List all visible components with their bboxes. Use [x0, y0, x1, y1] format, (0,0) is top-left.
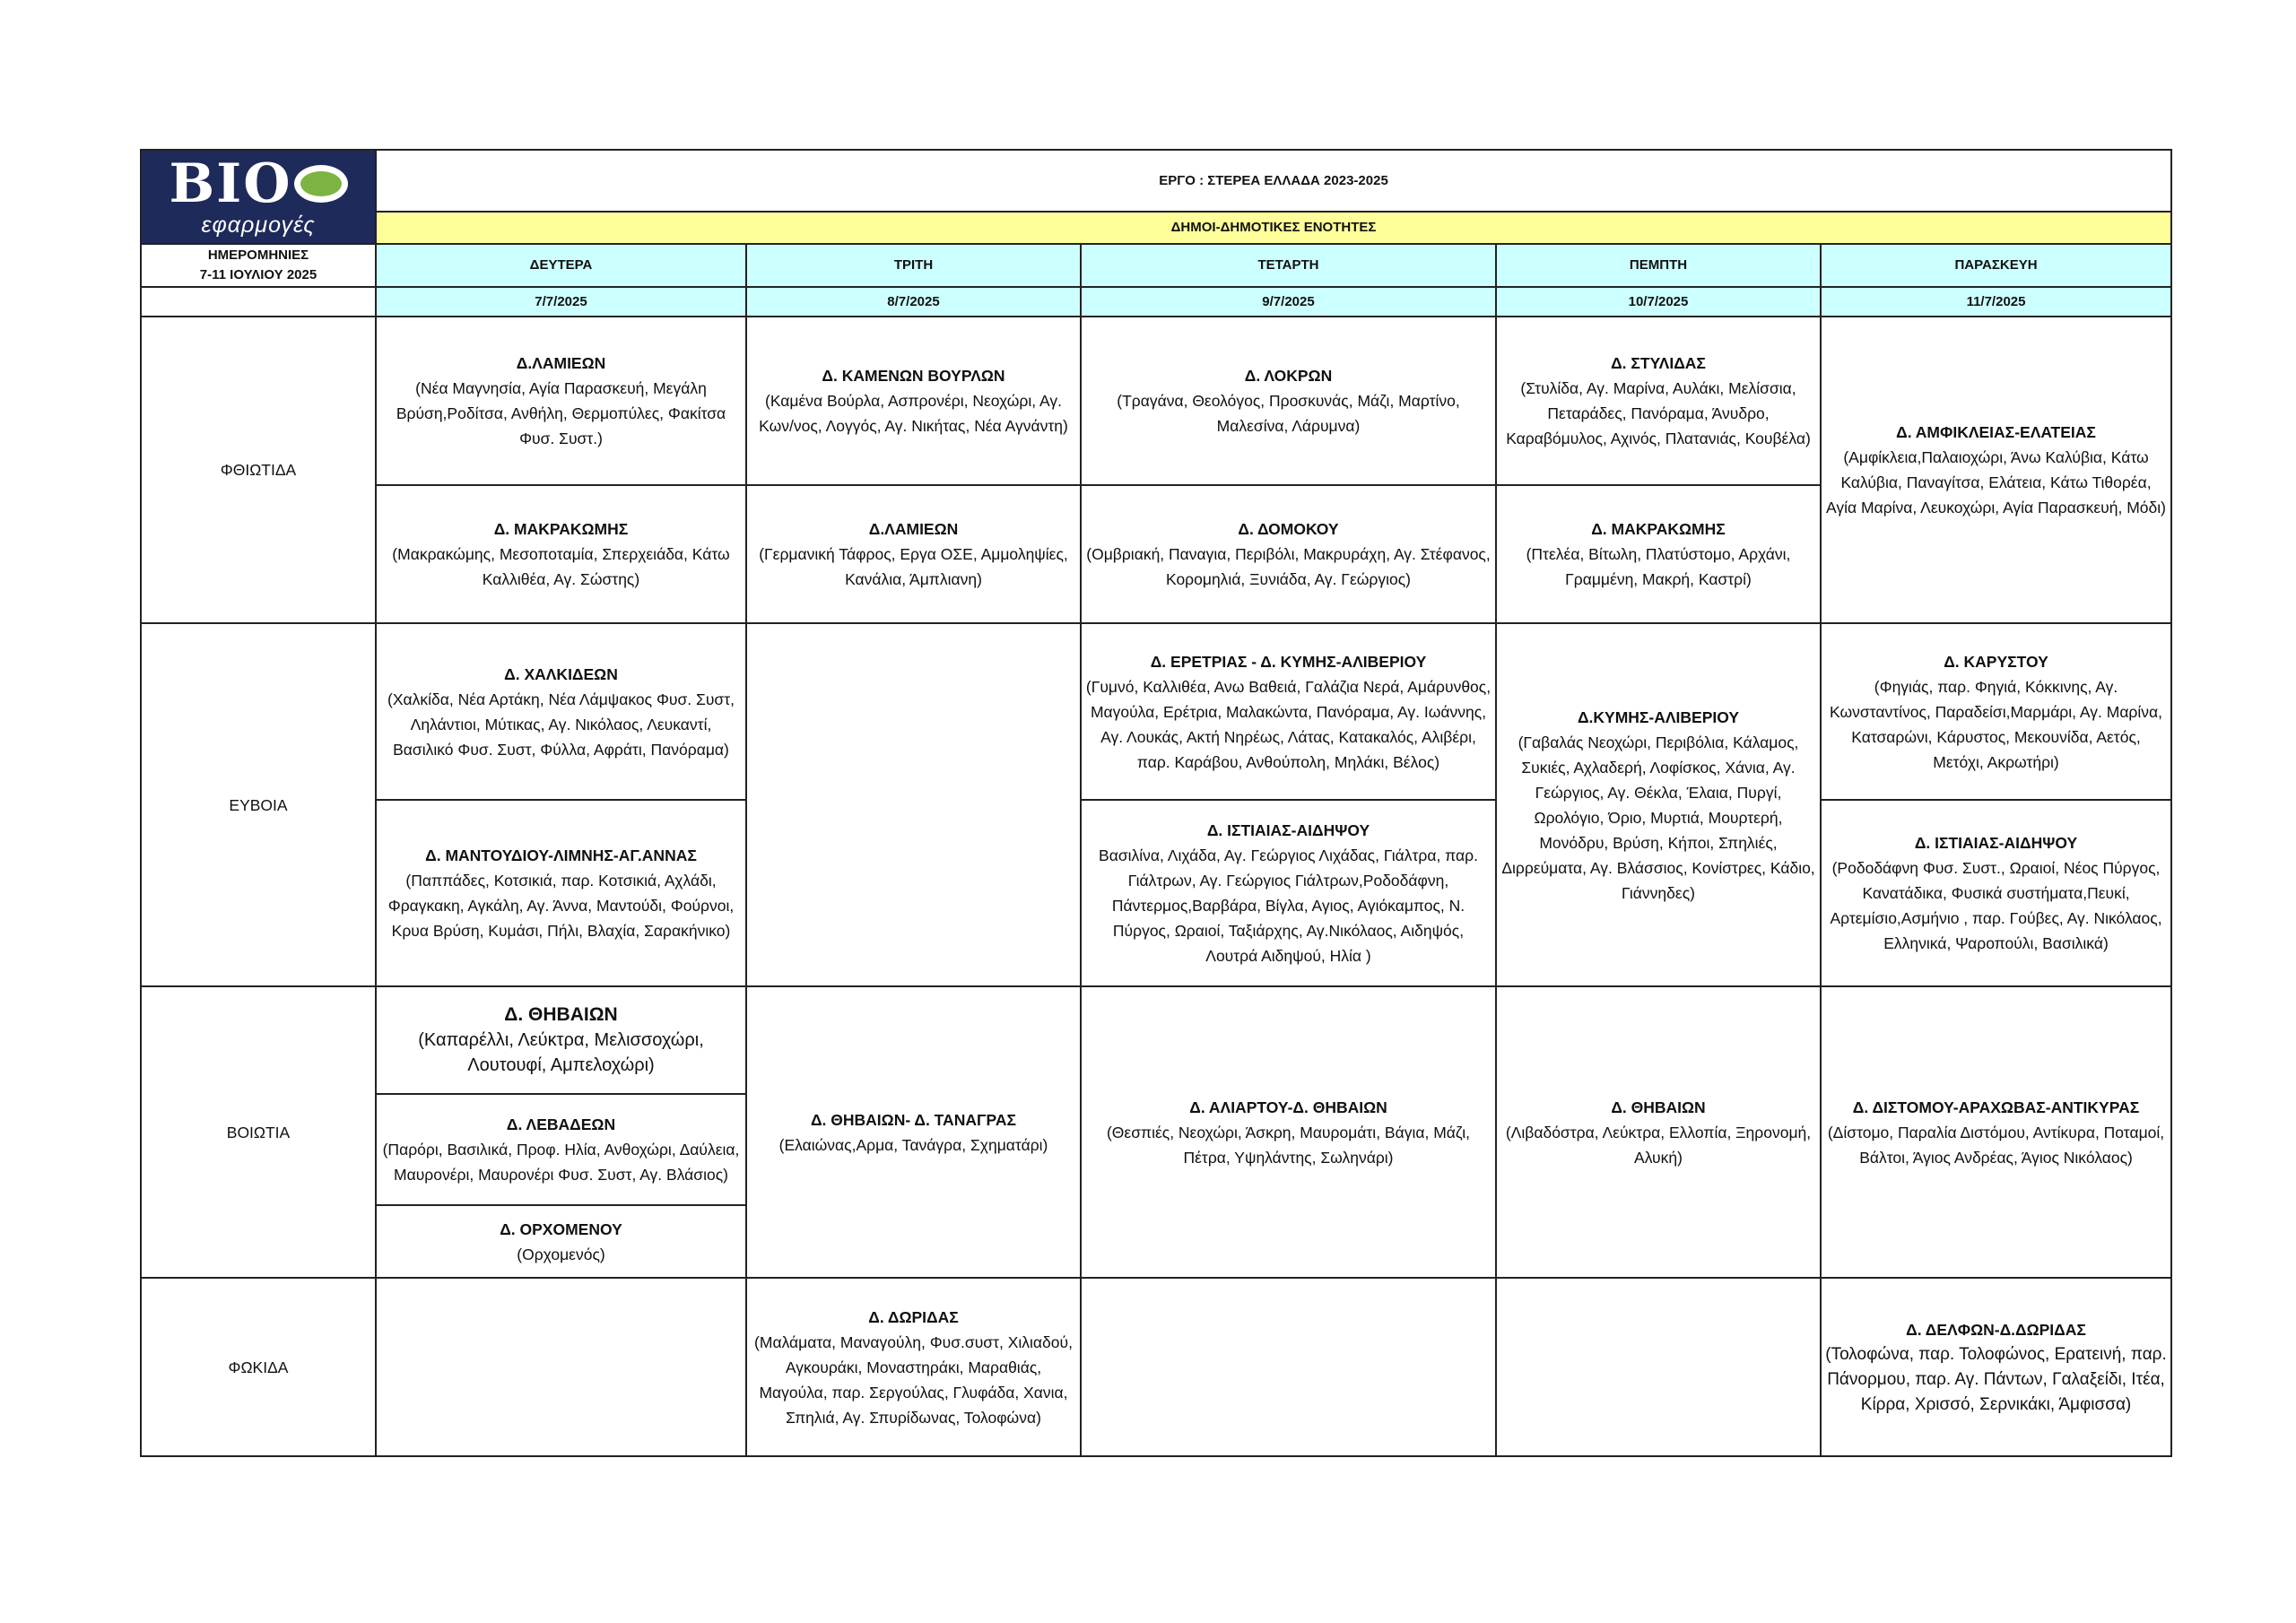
dates-label-line1: ΗΜΕΡΟΜΗΝΙΕΣ — [207, 247, 309, 263]
day-monday: ΔΕΥΤΕΡΑ — [376, 244, 746, 287]
region-fthiotida: ΦΘΙΩΤΙΔΑ — [141, 317, 376, 623]
district-name: Δ. ΔΙΣΤΟΜΟΥ-ΑΡΑΧΩΒΑΣ-ΑΝΤΙΚΥΡΑΣ — [1852, 1098, 2140, 1116]
schedule-cell — [1081, 485, 1496, 623]
project-title: ΕΡΓΟ : ΣΤΕΡΕΑ ΕΛΛΑΔΑ 2023-2025 — [376, 150, 2171, 212]
district-name: Δ. ΜΑΚΡΑΚΩΜΗΣ — [493, 520, 629, 538]
schedule-cell — [746, 1278, 1081, 1456]
district-name: Δ. ΧΑΛΚΙΔΕΩΝ — [504, 664, 618, 683]
schedule-cell — [1496, 317, 1821, 485]
day-wednesday: ΤΕΤΑΡΤΗ — [1081, 244, 1496, 287]
district-name: Δ. ΙΣΤΙΑΙΑΣ-ΑΙΔΗΨΟΥ — [1206, 821, 1370, 839]
empty-cell — [746, 623, 1081, 986]
dates-label-line2: 7-11 ΙΟΥΛΙΟΥ 2025 — [199, 267, 317, 282]
schedule-cell — [1081, 623, 1496, 800]
schedule-cell — [1496, 485, 1821, 623]
schedule-cell — [1821, 800, 2171, 986]
empty-cell — [1081, 1278, 1496, 1456]
district-villages: Βασιλίνα, Λιχάδα, Αγ. Γεώργιος Λιχάδας, Γιάλτρα, παρ. Γιάλτρων, Αγ. Γεώργιος Γιάλτρων,Ροδοδάφνη, Πάντερμος,Βαρβάρα, Βίγλα, Αγιος, Αγιόκαμπος, Ν. Πύργος, Ωραιοί, Ταξιάρχης, Αγ.Νικόλαος, Αιδηψός, Λουτρά Αιδηψού, Ηλία ) — [1099, 846, 1478, 965]
schedule-cell — [376, 800, 746, 986]
schedule-cell — [376, 1094, 746, 1205]
district-villages: (Μαλάματα, Μαναγούλη, Φυσ.συστ, Χιλιαδού, Αγκουράκι, Μοναστηράκι, Μαραθιάς, Μαγούλα, παρ. Σεργούλας, Γλυφάδα, Χανια, Σπηλιά, Αγ. Σπυρίδωνας, Τολοφώνα) — [754, 1332, 1073, 1427]
leaf-icon — [294, 165, 348, 203]
district-villages: (Γυμνό, Καλλιθέα, Ανω Βαθειά, Γαλάζια Νερά, Αμάρυνθος, Μαγούλα, Ερέτρια, Μαλακώντα, Πανόραμα, Αγ. Ιωάννης, Αγ. Λουκάς, Ακτή Νηρέως, Λάτας, Κατακαλός, Αλιβέρι, παρ. Καράβου, Ανθούπολη, Μηλάκι, Βέλος) — [1085, 677, 1492, 771]
district-name: Δ. ΙΣΤΙΑΙΑΣ-ΑΙΔΗΨΟΥ — [1914, 834, 2078, 852]
district-villages: (Αμφίκλεια,Παλαιοχώρι, Άνω Καλύβια, Κάτω Καλύβια, Παναγίτσα, Ελάτεια, Κάτω Τιθορέα, Αγία Μαρίνα, Λευκοχώρι, Αγία Παρασκευή, Μόδι) — [1826, 448, 2166, 516]
district-villages: (Παρόρι, Βασιλικά, Προφ. Ηλία, Ανθοχώρι, Δαύλεια, Μαυρονέρι, Μαυρονέρι Φυσ. Συστ, Αγ. Βλάσιος) — [382, 1141, 740, 1184]
district-name: Δ. ΚΑΡΥΣΤΟΥ — [1944, 652, 2048, 671]
day-tuesday: ΤΡΙΤΗ — [746, 244, 1081, 287]
logo-text: ΒΙΟ — [169, 152, 292, 215]
district-villages: (Δίστομο, Παραλία Διστόμου, Αντίκυρα, Ποταμοί, Βάλτοι, Άγιος Ανδρέας, Άγιος Νικόλαος) — [1827, 1123, 2165, 1167]
schedule-cell — [746, 986, 1081, 1278]
district-villages: (Ορχομενός) — [517, 1245, 605, 1263]
schedule-cell — [1496, 986, 1821, 1278]
schedule-cell — [376, 317, 746, 485]
district-name: Δ. ΘΗΒΑΙΩΝ — [1611, 1098, 1706, 1116]
empty-cell — [1496, 1278, 1821, 1456]
district-name: Δ. ΘΗΒΑΙΩΝ- Δ. ΤΑΝΑΓΡΑΣ — [810, 1110, 1017, 1129]
date-friday: 11/7/2025 — [1821, 287, 2171, 317]
district-villages: (Λιβαδόστρα, Λεύκτρα, Ελλοπία, Ξηρονομή, Αλυκή) — [1505, 1123, 1812, 1167]
district-villages: (Μακρακώμης, Μεσοποταμία, Σπερχειάδα, Κάτω Καλλιθέα, Αγ. Σώστης) — [392, 545, 730, 588]
schedule-cell — [1496, 623, 1821, 986]
district-villages: (Καπαρέλλι, Λεύκτρα, Μελισσοχώρι, Λουτουφί, Αμπελοχώρι) — [418, 1030, 704, 1075]
schedule-cell — [1081, 986, 1496, 1278]
district-name: Δ.ΛΑΜΙΕΩΝ — [868, 520, 959, 538]
district-villages: (Ελαιώνας,Αρμα, Τανάγρα, Σχηματάρι) — [778, 1135, 1048, 1154]
schedule-cell — [376, 1205, 746, 1278]
district-name: Δ. ΔΩΡΙΔΑΣ — [868, 1307, 959, 1326]
schedule-cell — [1821, 317, 2171, 623]
district-villages: (Ομβριακή, Παναγια, Περιβόλι, Μακρυράχη, Αγ. Στέφανος, Κορομηλιά, Ξυνιάδα, Αγ. Γεώργιος) — [1086, 545, 1491, 588]
schedule-cell — [746, 317, 1081, 485]
section-title: ΔΗΜΟΙ-ΔΗΜΟΤΙΚΕΣ ΕΝΟΤΗΤΕΣ — [376, 212, 2171, 244]
district-villages: (Φηγιάς, παρ. Φηγιά, Κόκκινης, Αγ. Κωνσταντίνος, Παραδείσι,Μαρμάρι, Αγ. Μαρίνα, Κατσαρώνι, Κάρυστος, Μεκουνίδα, Αετός, Μετόχι, Ακρωτήρι) — [1830, 677, 2163, 771]
schedule-cell — [376, 986, 746, 1094]
district-villages: (Στυλίδα, Αγ. Μαρίνα, Αυλάκι, Μελίσσια, Πεταράδες, Πανόραμα, Άνυδρο, Καραβόμυλος, Αχινός, Πλατανιάς, Κουβέλα) — [1506, 379, 1811, 447]
district-name: Δ. ΘΗΒΑΙΩΝ — [504, 1004, 618, 1025]
date-tuesday: 8/7/2025 — [746, 287, 1081, 317]
district-villages: (Καμένα Βούρλα, Ασπρονέρι, Νεοχώρι, Αγ. Κων/νος, Λογγός, Αγ. Νικήτας, Νέα Αγνάντη) — [759, 392, 1068, 435]
district-name: Δ. ΛΟΚΡΩΝ — [1244, 367, 1333, 385]
schedule-cell — [1081, 317, 1496, 485]
schedule-cell — [1821, 623, 2171, 800]
schedule-cell — [1821, 986, 2171, 1278]
district-name: Δ. ΑΛΙΑΡΤΟΥ-Δ. ΘΗΒΑΙΩΝ — [1189, 1098, 1387, 1116]
schedule-cell — [746, 485, 1081, 623]
district-villages: (Παππάδες, Κοτσικιά, παρ. Κοτσικιά, Αχλάδι, Φραγκακη, Αγκάλη, Αγ. Άννα, Μαντούδι, Φούρνοι, Κρυα Βρύση, Κυμάσι, Πήλι, Βλαχία, Σαρακήνικο) — [387, 872, 735, 940]
district-villages: (Γερμανική Τάφρος, Εργα ΟΣΕ, Αμμοληψίες, Κανάλια, Άμπλιανη) — [759, 545, 1068, 588]
region-voiotia: ΒΟΙΩΤΙΑ — [141, 986, 376, 1278]
district-villages: (Γαβαλάς Νεοχώρι, Περιβόλια, Κάλαμος, Συκιές, Αχλαδερή, Λοφίσκος, Χάνια, Αγ. Γεώργιος, Αγ. Θέκλα, Έλαια, Πυργί, Ωρολόγιο, Όριο, Μυρτιά, Μουρτερή, Μονόδρυ, Βρύση, Κήποι, Σπηλιές, Διρρεύματα, Αγ. Βλάσσιος, Κονίστρες, Κάδιο, Γιάννηδες) — [1501, 733, 1815, 902]
schedule-table — [140, 149, 2172, 1457]
district-name: Δ. ΜΑΝΤΟΥΔΙΟΥ-ΛΙΜΝΗΣ-ΑΓ.ΑΝΝΑΣ — [425, 846, 697, 864]
district-name: Δ. ΟΡΧΟΜΕΝΟΥ — [500, 1219, 622, 1238]
day-friday: ΠΑΡΑΣΚΕΥΗ — [1821, 244, 2171, 287]
day-thursday: ΠΕΜΠΤΗ — [1496, 244, 1821, 287]
district-name: Δ. ΚΑΜΕΝΩΝ ΒΟΥΡΛΩΝ — [822, 367, 1005, 385]
empty-cell — [376, 1278, 746, 1456]
district-name: Δ.ΛΑΜΙΕΩΝ — [516, 354, 606, 372]
district-name: Δ. ΔΕΛΦΩΝ-Δ.ΔΩΡΙΔΑΣ — [1906, 1320, 2086, 1339]
district-name: Δ.ΚΥΜΗΣ-ΑΛΙΒΕΡΙΟΥ — [1577, 707, 1740, 726]
empty-cell — [141, 287, 376, 317]
district-villages: (Νέα Μαγνησία, Αγία Παρασκευή, Μεγάλη Βρύση,Ροδίτσα, Ανθήλη, Θερμοπύλες, Φακίτσα Φυσ. Συστ.) — [396, 379, 726, 447]
region-evoia: ΕΥΒΟΙΑ — [141, 623, 376, 986]
district-villages: (Τραγάνα, Θεολόγος, Προσκυνάς, Μάζι, Μαρτίνο, Μαλεσίνα, Λάρυμνα) — [1117, 392, 1460, 435]
district-name: Δ. ΔΟΜΟΚΟΥ — [1238, 520, 1339, 538]
district-villages: (Θεσπιές, Νεοχώρι, Άσκρη, Μαυρομάτι, Βάγια, Μάζι, Πέτρα, Υψηλάντης, Σωληνάρι) — [1106, 1123, 1471, 1167]
district-villages: (Πτελέα, Βίτωλη, Πλατύστομο, Αρχάνι, Γραμμένη, Μακρή, Καστρί) — [1526, 545, 1791, 588]
date-monday: 7/7/2025 — [376, 287, 746, 317]
schedule-cell — [376, 623, 746, 800]
district-name: Δ. ΜΑΚΡΑΚΩΜΗΣ — [1591, 520, 1726, 538]
district-name: Δ. ΛΕΒΑΔΕΩΝ — [506, 1115, 616, 1133]
logo-subtitle: εφαρμογές — [201, 212, 316, 238]
date-wednesday: 9/7/2025 — [1081, 287, 1496, 317]
dates-label — [141, 244, 376, 287]
region-fokida: ΦΩΚΙΔΑ — [141, 1278, 376, 1456]
district-name: Δ. ΑΜΦΙΚΛΕΙΑΣ-ΕΛΑΤΕΙΑΣ — [1896, 423, 2096, 441]
district-name: Δ. ΕΡΕΤΡΙΑΣ - Δ. ΚΥΜΗΣ-ΑΛΙΒΕΡΙΟΥ — [1150, 652, 1427, 671]
district-villages: (Χαλκίδα, Νέα Αρτάκη, Νέα Λάμψακος Φυσ. Συστ, Ληλάντιοι, Μύτικας, Αγ. Νικόλαος, Λευκαντί, Βασιλικό Φυσ. Συστ, Φύλλα, Αφράτι, Πανόραμα) — [387, 690, 735, 759]
schedule-cell — [1081, 800, 1496, 986]
date-thursday: 10/7/2025 — [1496, 287, 1821, 317]
company-logo — [141, 150, 376, 244]
district-villages: (Τολοφώνα, παρ. Τολοφώνος, Ερατεινή, παρ. Πάνορμου, παρ. Αγ. Πάντων, Γαλαξείδι, Ιτέα, Κίρρα, Χρισσό, Σερνικάκι, Άμφισσα) — [1825, 1344, 2167, 1414]
district-villages: (Ροδοδάφνη Φυσ. Συστ., Ωραιοί, Νέος Πύργος, Κανατάδικα, Φυσικά συστήματα,Πευκί, Αρτεμίσιο,Ασμήνιο , παρ. Γούβες, Αγ. Νικόλαος, Ελληνικά, Ψαροπούλι, Βασιλικά) — [1830, 859, 2162, 952]
schedule-cell — [1821, 1278, 2171, 1456]
district-name: Δ. ΣΤΥΛΙΔΑΣ — [1611, 354, 1706, 372]
schedule-cell — [376, 485, 746, 623]
